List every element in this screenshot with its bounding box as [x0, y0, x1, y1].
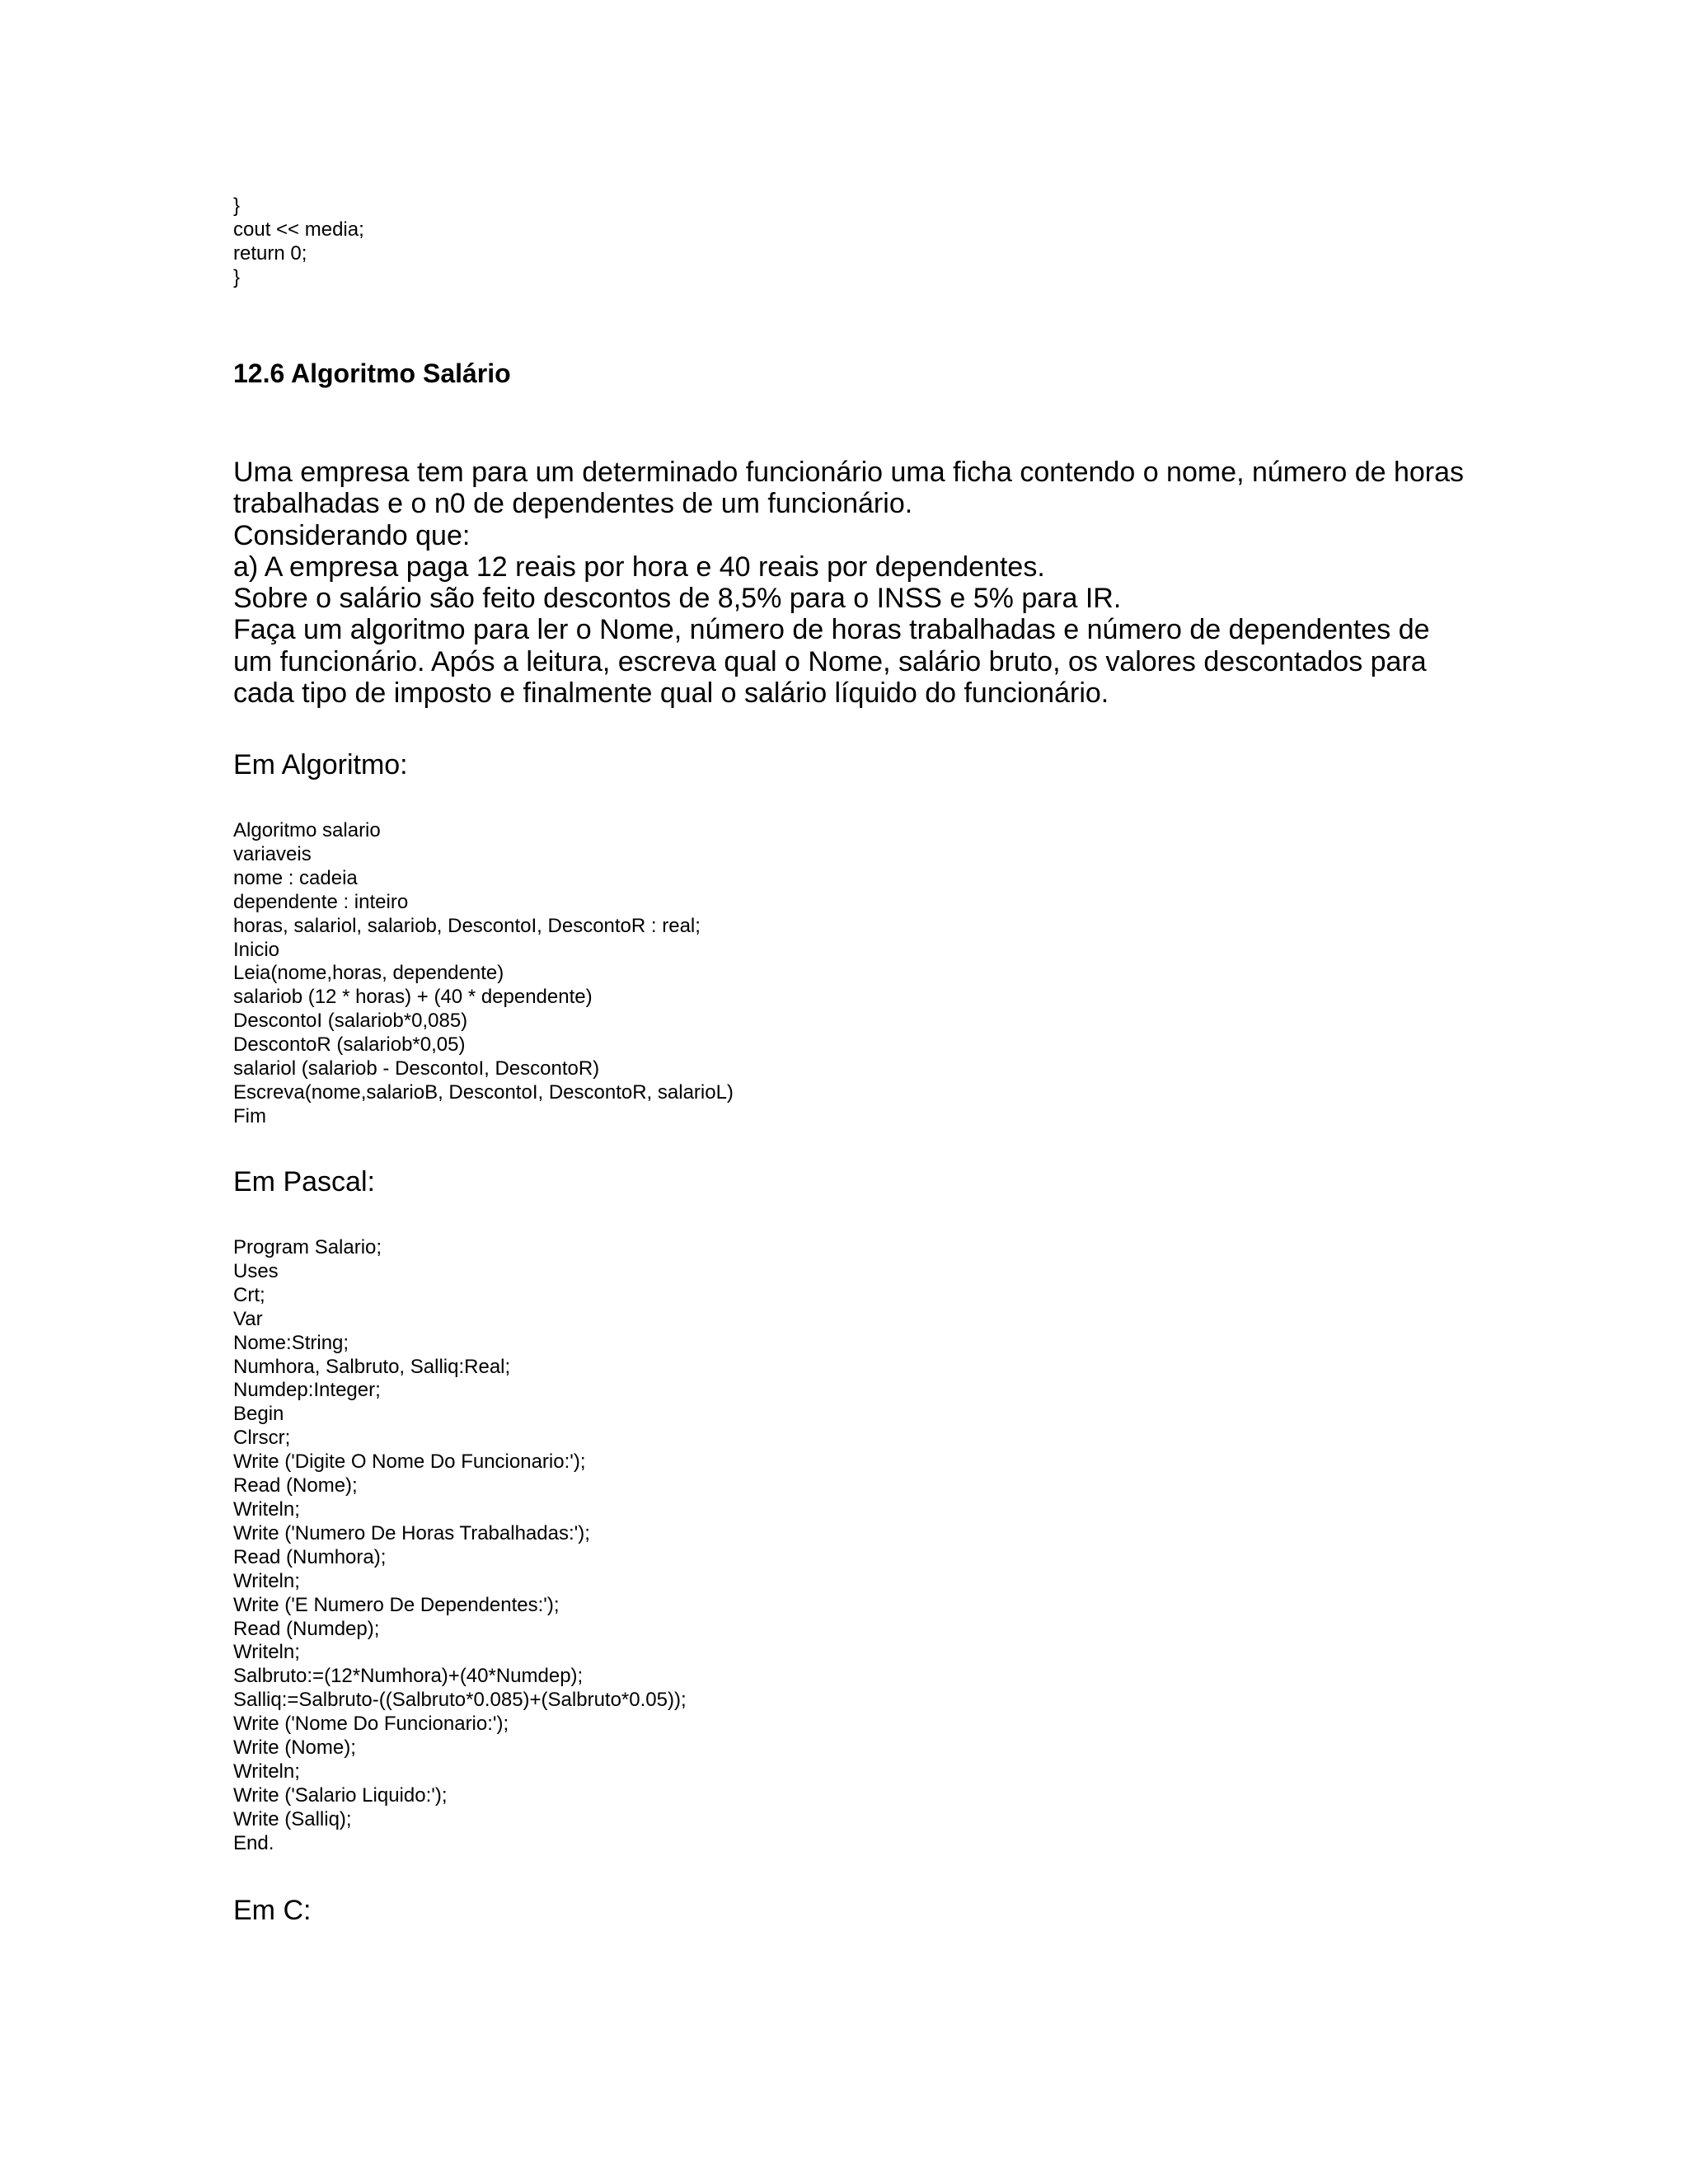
code-line: Write ('Digite O Nome Do Funcionario:'); [233, 1451, 586, 1474]
intro-paragraph [233, 457, 1464, 709]
code-line: Writeln; [233, 1497, 300, 1521]
code-line: } [233, 265, 241, 288]
code-line: Begin [233, 1403, 284, 1426]
pascal-heading-block [233, 1165, 375, 1198]
paragraph-line: cada tipo de imposto e finalmente qual o salário líquido do funcionário. [233, 677, 1109, 710]
code-line: End. [233, 1831, 274, 1854]
code-line: Read (Nome); [233, 1474, 358, 1497]
code-line: Nome:String; [233, 1331, 349, 1354]
paragraph-line: Considerando que: [233, 519, 471, 551]
code-line: variaveis [233, 842, 312, 865]
code-line: Write (Salliq); [233, 1807, 352, 1830]
code-line: Crt; [233, 1283, 265, 1306]
code-line: return 0; [233, 241, 307, 265]
code-line: Leia(nome,horas, dependente) [233, 962, 504, 985]
code-line: Numdep:Integer; [233, 1379, 381, 1402]
code-line: Read (Numhora); [233, 1545, 387, 1568]
algoritmo-heading-block [233, 748, 408, 781]
code-line: Write ('Numero De Horas Trabalhadas:'); [233, 1521, 590, 1544]
code-line: Write ('Salario Liquido:'); [233, 1783, 448, 1807]
code-line: Write (Nome); [233, 1736, 356, 1760]
code-line: Clrscr; [233, 1427, 291, 1450]
code-line: DescontoR (salariob*0,05) [233, 1033, 466, 1057]
paragraph-line: Uma empresa tem para um determinado funcionário uma ficha contendo o nome, número de horas [233, 457, 1465, 488]
code-line: Write ('E Numero De Dependentes:'); [233, 1593, 560, 1616]
code-line: } [233, 194, 241, 217]
algoritmo-code-block [233, 819, 734, 1129]
code-line: horas, salariol, salariob, DescontoI, DescontoR : real; [233, 914, 701, 937]
section-title: 12.6 Algoritmo Salário [233, 359, 511, 388]
code-line: salariob (12 * horas) + (40 * dependente) [233, 986, 593, 1009]
algoritmo-heading: Em Algoritmo: [233, 749, 408, 780]
code-line: Uses [233, 1259, 279, 1282]
code-line: Escreva(nome,salarioB, DescontoI, DescontoR, salarioL) [233, 1080, 734, 1104]
code-line: Fim [233, 1104, 266, 1127]
section-header [233, 357, 511, 390]
paragraph-line: Sobre o salário são feito descontos de 8,5% para o INSS e 5% para IR. [233, 583, 1122, 615]
code-line: dependente : inteiro [233, 890, 409, 913]
code-line: DescontoI (salariob*0,085) [233, 1010, 468, 1033]
code-line: nome : cadeia [233, 866, 358, 889]
top-code-block [233, 194, 364, 290]
paragraph-line: um funcionário. Após a leitura, escreva qual o Nome, salário bruto, os valores descontados para [233, 645, 1427, 677]
c-heading: Em C: [233, 1895, 312, 1926]
code-line: Program Salario; [233, 1236, 382, 1258]
code-line: cout << media; [233, 218, 364, 241]
paragraph-line: trabalhadas e o n0 de dependentes de um funcionário. [233, 488, 913, 520]
c-heading-block [233, 1894, 311, 1927]
code-line: Writeln; [233, 1641, 300, 1664]
paragraph-line: a) A empresa paga 12 reais por hora e 40 reais por dependentes. [233, 551, 1045, 583]
code-line: Var [233, 1307, 263, 1330]
code-line: Write ('Nome Do Funcionario:'); [233, 1713, 509, 1736]
code-line: Algoritmo salario [233, 819, 381, 841]
code-line: salariol (salariob - DescontoI, DescontoR) [233, 1057, 600, 1080]
code-line: Read (Numdep); [233, 1617, 380, 1640]
code-line: Inicio [233, 938, 280, 961]
code-line: Numhora, Salbruto, Salliq:Real; [233, 1355, 511, 1378]
pascal-code-block [233, 1236, 687, 1856]
code-line: Salbruto:=(12*Numhora)+(40*Numdep); [233, 1665, 584, 1688]
paragraph-line: Faça um algoritmo para ler o Nome, número de horas trabalhadas e número de dependentes de [233, 614, 1430, 646]
code-line: Writeln; [233, 1760, 300, 1783]
code-line: Writeln; [233, 1569, 300, 1592]
pascal-heading: Em Pascal: [233, 1166, 375, 1197]
code-line: Salliq:=Salbruto-((Salbruto*0.085)+(Salbruto*0.05)); [233, 1689, 687, 1712]
